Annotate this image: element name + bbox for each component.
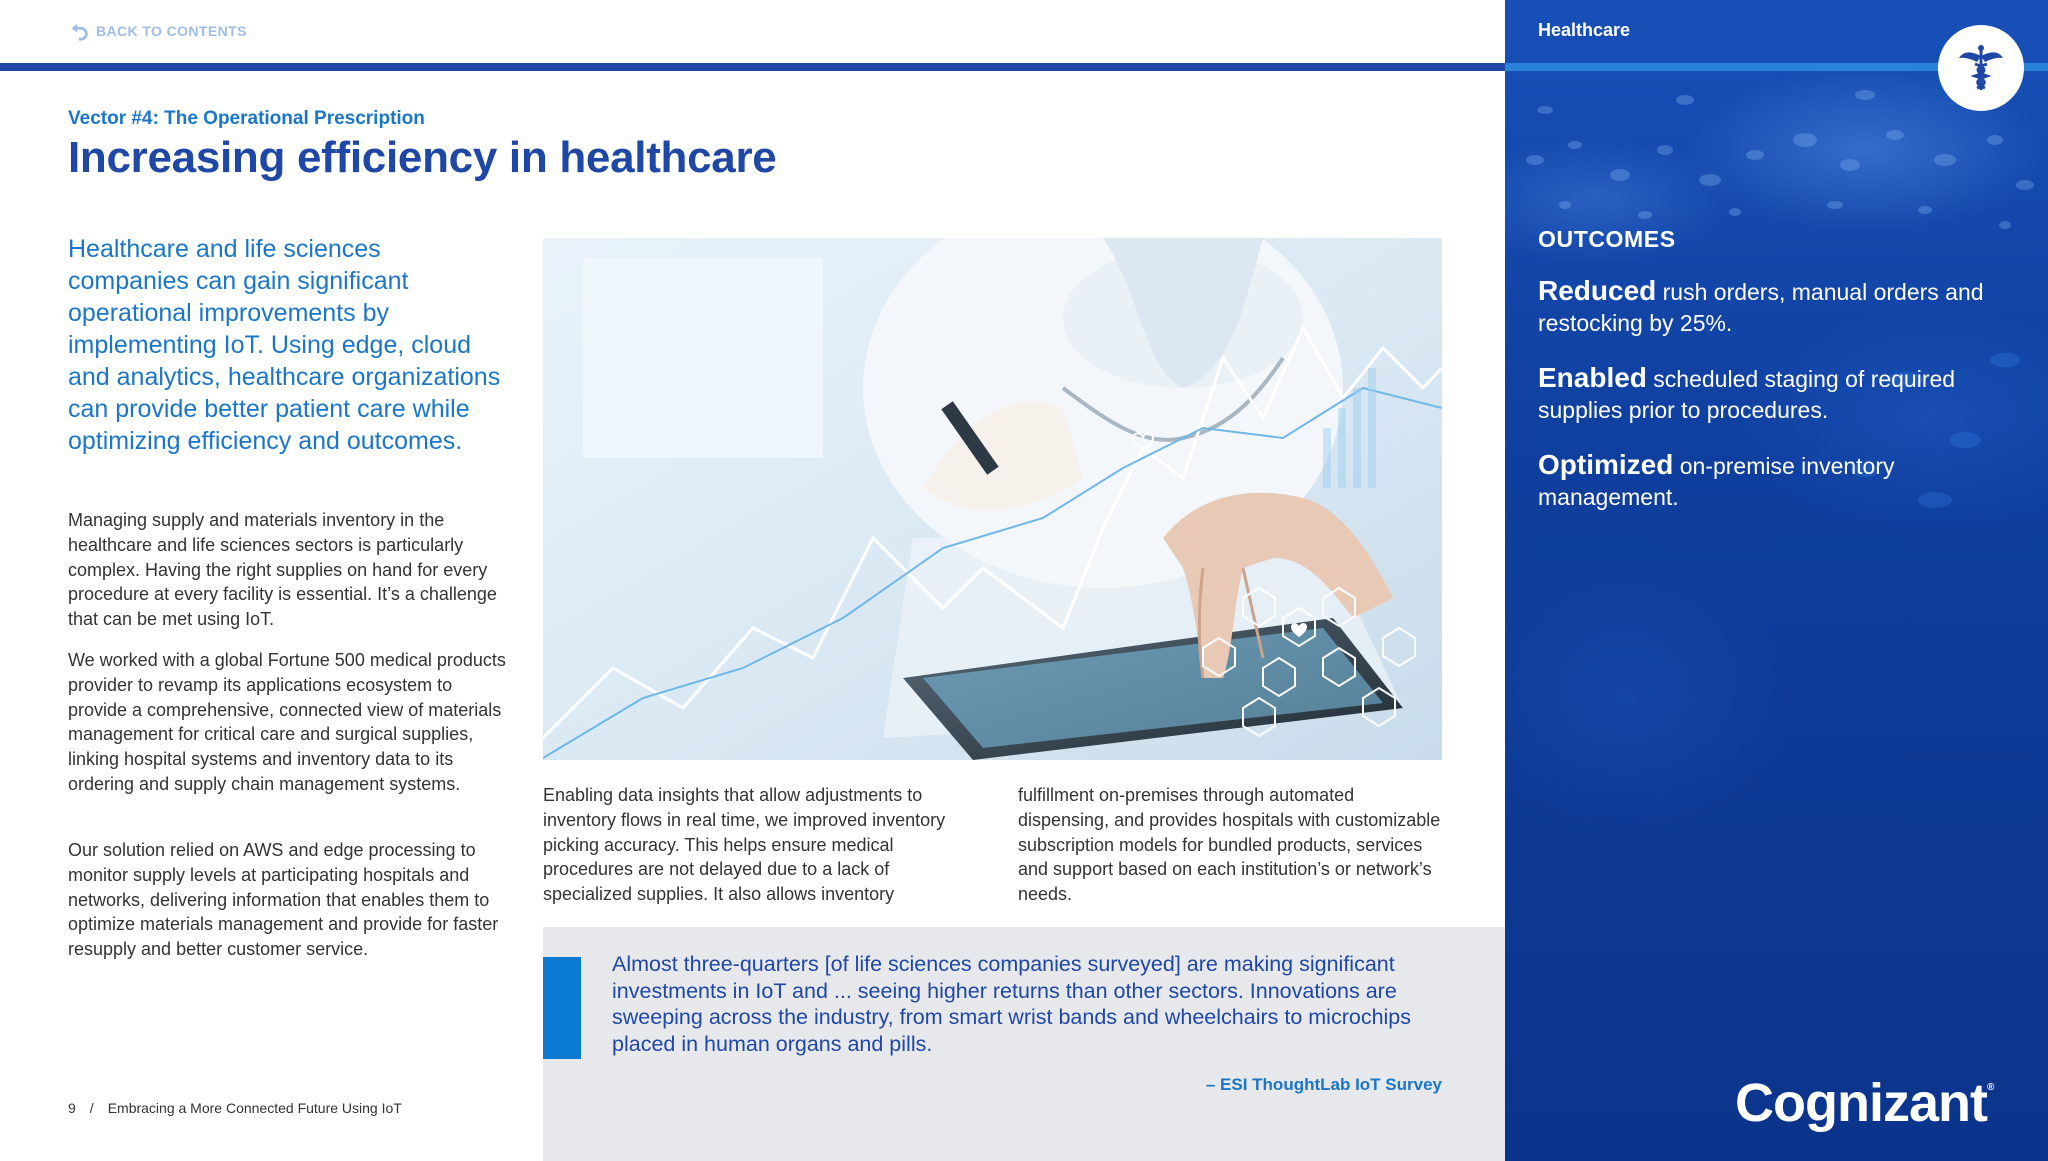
body-column-right: fulfillment on-premises through automated dispensing, and provides hospitals with customizable subscription models for bundled products, services and support based on each institution’s or network’s needs. <box>1018 785 1441 905</box>
footer-doc-title: Embracing a More Connected Future Using IoT <box>107 1100 402 1116</box>
cognizant-logo: Cognizant® <box>1735 1073 1994 1133</box>
doctor-tablet-iot-photo <box>543 238 1442 760</box>
outcome-item: Optimized on-premise inventory management. <box>1538 449 1895 510</box>
header-rule <box>0 63 1505 71</box>
back-to-contents-link[interactable] <box>68 20 247 42</box>
hero-image <box>543 238 1442 760</box>
body-paragraph: Managing supply and materials inventory in the healthcare and life sciences sectors is particularly complex. Having the right supplies on hand for every procedure at every facility is essential. It’s a challenge that can be met using IoT. <box>68 510 497 630</box>
body-column-left: Enabling data insights that allow adjustments to inventory flows in real time, we improved inventory picking accuracy. This helps ensure medical procedures are not delayed due to a lack of specialized supplies. It also allows inventory <box>543 785 946 905</box>
panel-title: Healthcare <box>1538 20 1631 40</box>
body-paragraph: We worked with a global Fortune 500 medical products provider to revamp its applications ecosystem to provide a comprehensive, connected view of materials management for critical care and surgical supplies, linking hospital systems and inventory data to its ordering and supply chain management systems. <box>68 650 506 794</box>
outcomes-panel <box>1505 0 2048 1161</box>
outcome-item: Reduced rush orders, manual orders and restocking by 25%. <box>1538 275 1984 336</box>
quote-text: Almost three-quarters [of life sciences companies surveyed] are making significant investments in IoT and ... seeing higher returns than other sectors. Innovations are sweeping across the industry, from smart wrist bands and wheelchairs to microchips placed in human organs and pills. <box>612 952 1412 1056</box>
healthcare-badge <box>1938 25 2024 111</box>
page-number: 9 <box>68 1100 76 1116</box>
quote-source: – ESI ThoughtLab IoT Survey <box>1205 1075 1442 1094</box>
footer-separator: / <box>89 1100 94 1116</box>
pull-quote <box>543 927 1505 1161</box>
page-title: Increasing efficiency in healthcare <box>68 133 777 182</box>
back-arrow-icon <box>68 20 90 42</box>
section-kicker: Vector #4: The Operational Prescription <box>68 108 425 129</box>
outcome-item: Enabled scheduled staging of required supplies prior to procedures. <box>1538 362 1956 423</box>
quote-accent-bar <box>543 957 581 1059</box>
body-paragraph: Our solution relied on AWS and edge processing to monitor supply levels at participating hospitals and networks, delivering information that enables them to optimize materials management and provide for faster resupply and better customer service. <box>68 840 499 960</box>
lead-paragraph: Healthcare and life sciences companies can gain significant operational improvements by implementing IoT. Using edge, cloud and analytics, healthcare organizations can provide better patient care while optimizing efficiency and outcomes. <box>68 235 501 455</box>
back-to-contents-label: BACK TO CONTENTS <box>96 23 247 39</box>
outcomes-heading: OUTCOMES <box>1538 226 1676 252</box>
caduceus-icon <box>1955 42 2007 94</box>
page-footer <box>68 1100 402 1116</box>
